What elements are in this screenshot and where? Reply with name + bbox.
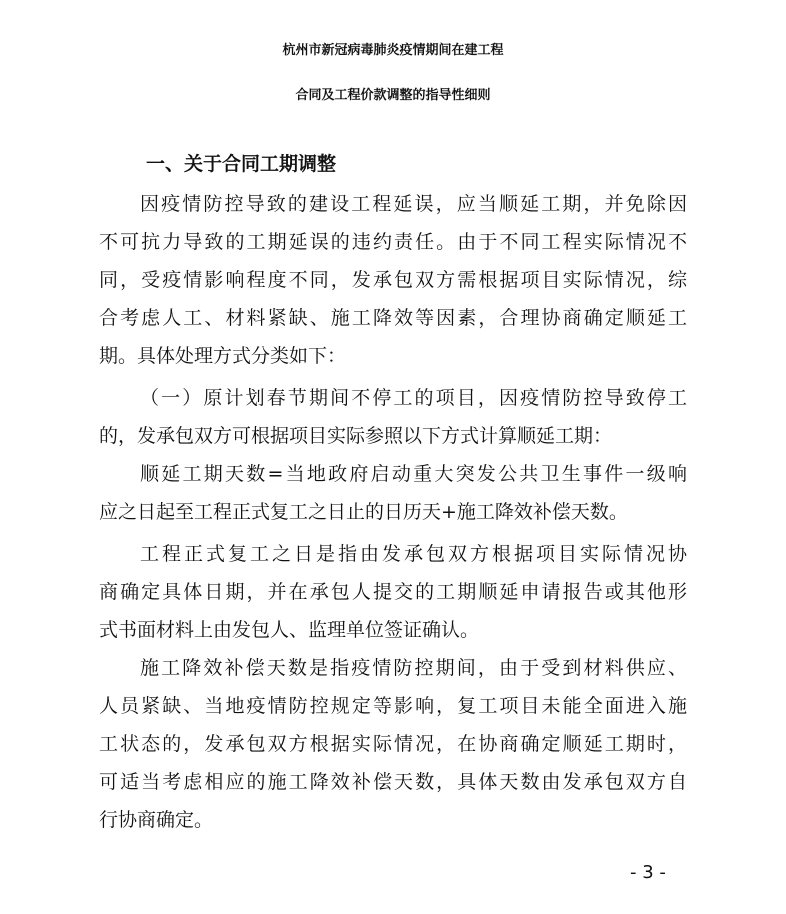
paragraph-line: 可适当考虑相应的施工降效补偿天数，具体天数由发承包双方自: [99, 771, 687, 793]
paragraph-line: 顺延工期天数=当地政府启动重大突发公共卫生事件一级响: [140, 463, 687, 485]
paragraph-line: 工程正式复工之日是指由发承包双方根据项目实际情况协: [140, 543, 687, 565]
paragraph-line: 施工降效补偿天数是指疫情防控期间，由于受到材料供应、: [140, 657, 687, 679]
paragraph-line: 不可抗力导致的工期延误的违约责任。由于不同工程实际情况不: [99, 231, 687, 253]
page-number: - 3 -: [630, 862, 666, 883]
paragraph-line: 期。具体处理方式分类如下：: [99, 345, 347, 367]
document-title-line-2: 合同及工程价款调整的指导性细则: [295, 88, 491, 103]
paragraph-line: 人员紧缺、当地疫情防控规定等影响，复工项目未能全面进入施: [99, 695, 687, 717]
section-heading: 一、关于合同工期调整: [146, 153, 337, 175]
paragraph-line: 商确定具体日期，并在承包人提交的工期顺延申请报告或其他形: [99, 581, 687, 603]
document-title-line-1: 杭州市新冠病毒肺炎疫情期间在建工程: [282, 43, 504, 58]
paragraph-line: （一）原计划春节期间不停工的项目，因疫情防控导致停工: [140, 387, 687, 409]
paragraph-line: 同，受疫情影响程度不同，发承包双方需根据项目实际情况，综: [99, 269, 687, 291]
paragraph-line: 合考虑人工、材料紧缺、施工降效等因素，合理协商确定顺延工: [99, 307, 687, 329]
paragraph-line: 工状态的，发承包双方根据实际情况，在协商确定顺延工期时，: [99, 733, 687, 755]
paragraph-line: 式书面材料上由发包人、监理单位签证确认。: [99, 619, 480, 641]
paragraph-line: 行协商确定。: [99, 809, 214, 831]
paragraph-line: 应之日起至工程正式复工之日止的日历天+施工降效补偿天数。: [99, 501, 628, 523]
paragraph-line: 的，发承包双方可根据项目实际参照以下方式计算顺延工期：: [99, 425, 613, 447]
paragraph-line: 因疫情防控导致的建设工程延误，应当顺延工期，并免除因: [140, 193, 687, 215]
